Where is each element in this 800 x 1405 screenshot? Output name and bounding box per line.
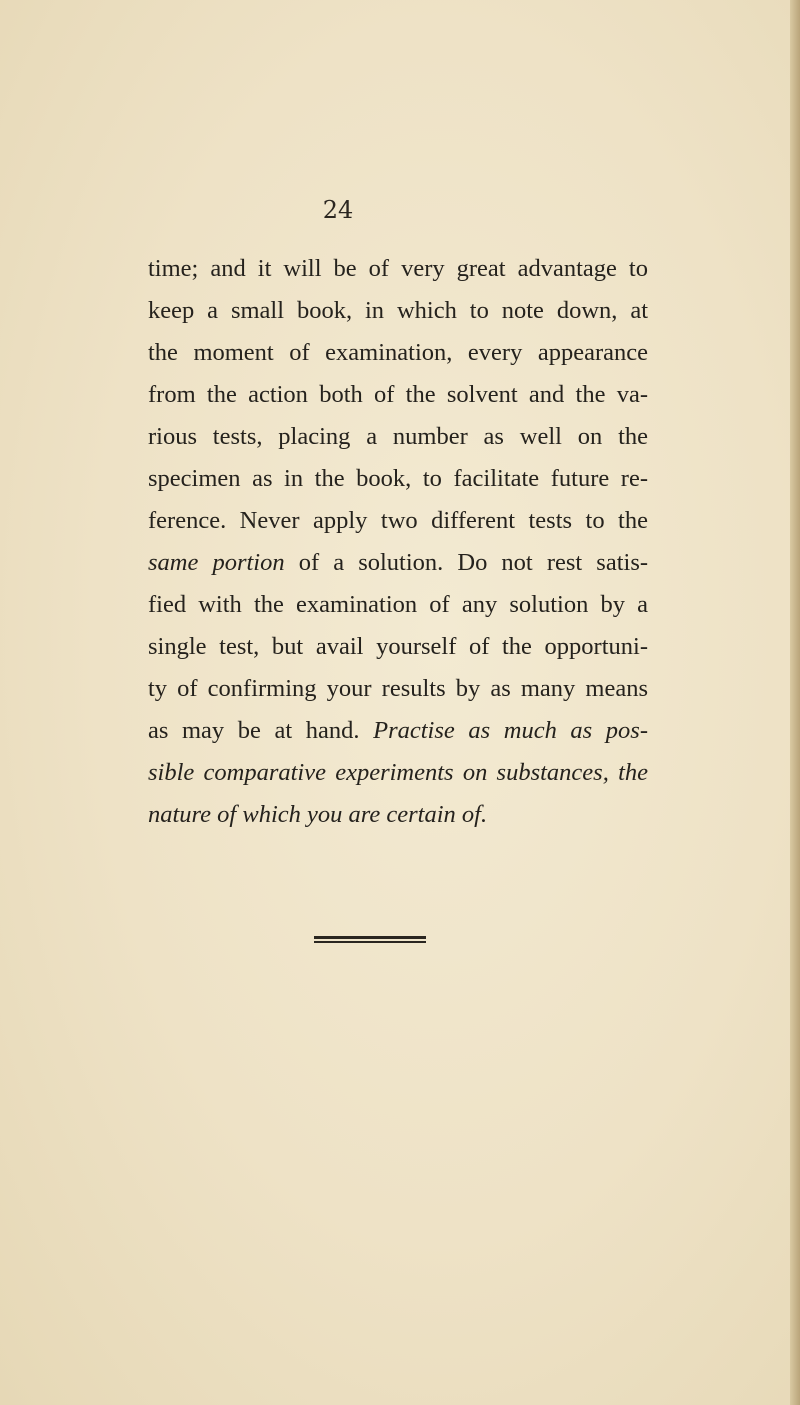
text-line	[148, 710, 648, 752]
italic-text: sible comparative experiments on substances, the	[148, 759, 648, 786]
text-run: as may be at hand.	[148, 717, 374, 744]
text-line	[148, 458, 648, 500]
italic-text: same portion	[148, 549, 285, 576]
text-line	[148, 374, 648, 416]
text-run: from the action both of the solvent and the va-	[148, 381, 648, 408]
body-text	[148, 248, 648, 836]
text-run: ty of confirming your results by as many means	[148, 675, 648, 702]
text-line	[148, 416, 648, 458]
italic-text: nature of which you are certain of.	[148, 801, 488, 828]
text-line	[148, 668, 648, 710]
text-run: specimen as in the book, to facilitate future re-	[148, 465, 648, 492]
page-number: 24	[322, 196, 354, 224]
section-end-rule	[314, 936, 426, 945]
text-run: fied with the examination of any solution by a	[148, 591, 648, 618]
text-run: the moment of examination, every appearance	[148, 339, 648, 366]
italic-text: Practise as much as pos-	[373, 717, 648, 744]
rule-line	[314, 941, 426, 943]
text-run: keep a small book, in which to note down, at	[148, 297, 648, 324]
text-run: of a solution. Do not rest satis-	[284, 549, 649, 576]
text-line	[148, 794, 648, 836]
text-run: time; and it will be of very great advantage to	[148, 255, 648, 282]
text-line	[148, 542, 648, 584]
text-line	[148, 332, 648, 374]
text-line	[148, 248, 648, 290]
text-run: ference. Never apply two different tests to the	[148, 507, 648, 534]
text-line	[148, 500, 648, 542]
text-run: single test, but avail yourself of the opportuni-	[148, 633, 648, 660]
text-line	[148, 752, 648, 794]
text-run: rious tests, placing a number as well on the	[148, 423, 648, 450]
rule-line	[314, 936, 426, 939]
text-line	[148, 626, 648, 668]
text-line	[148, 290, 648, 332]
page-edge	[790, 0, 800, 1405]
text-line	[148, 584, 648, 626]
